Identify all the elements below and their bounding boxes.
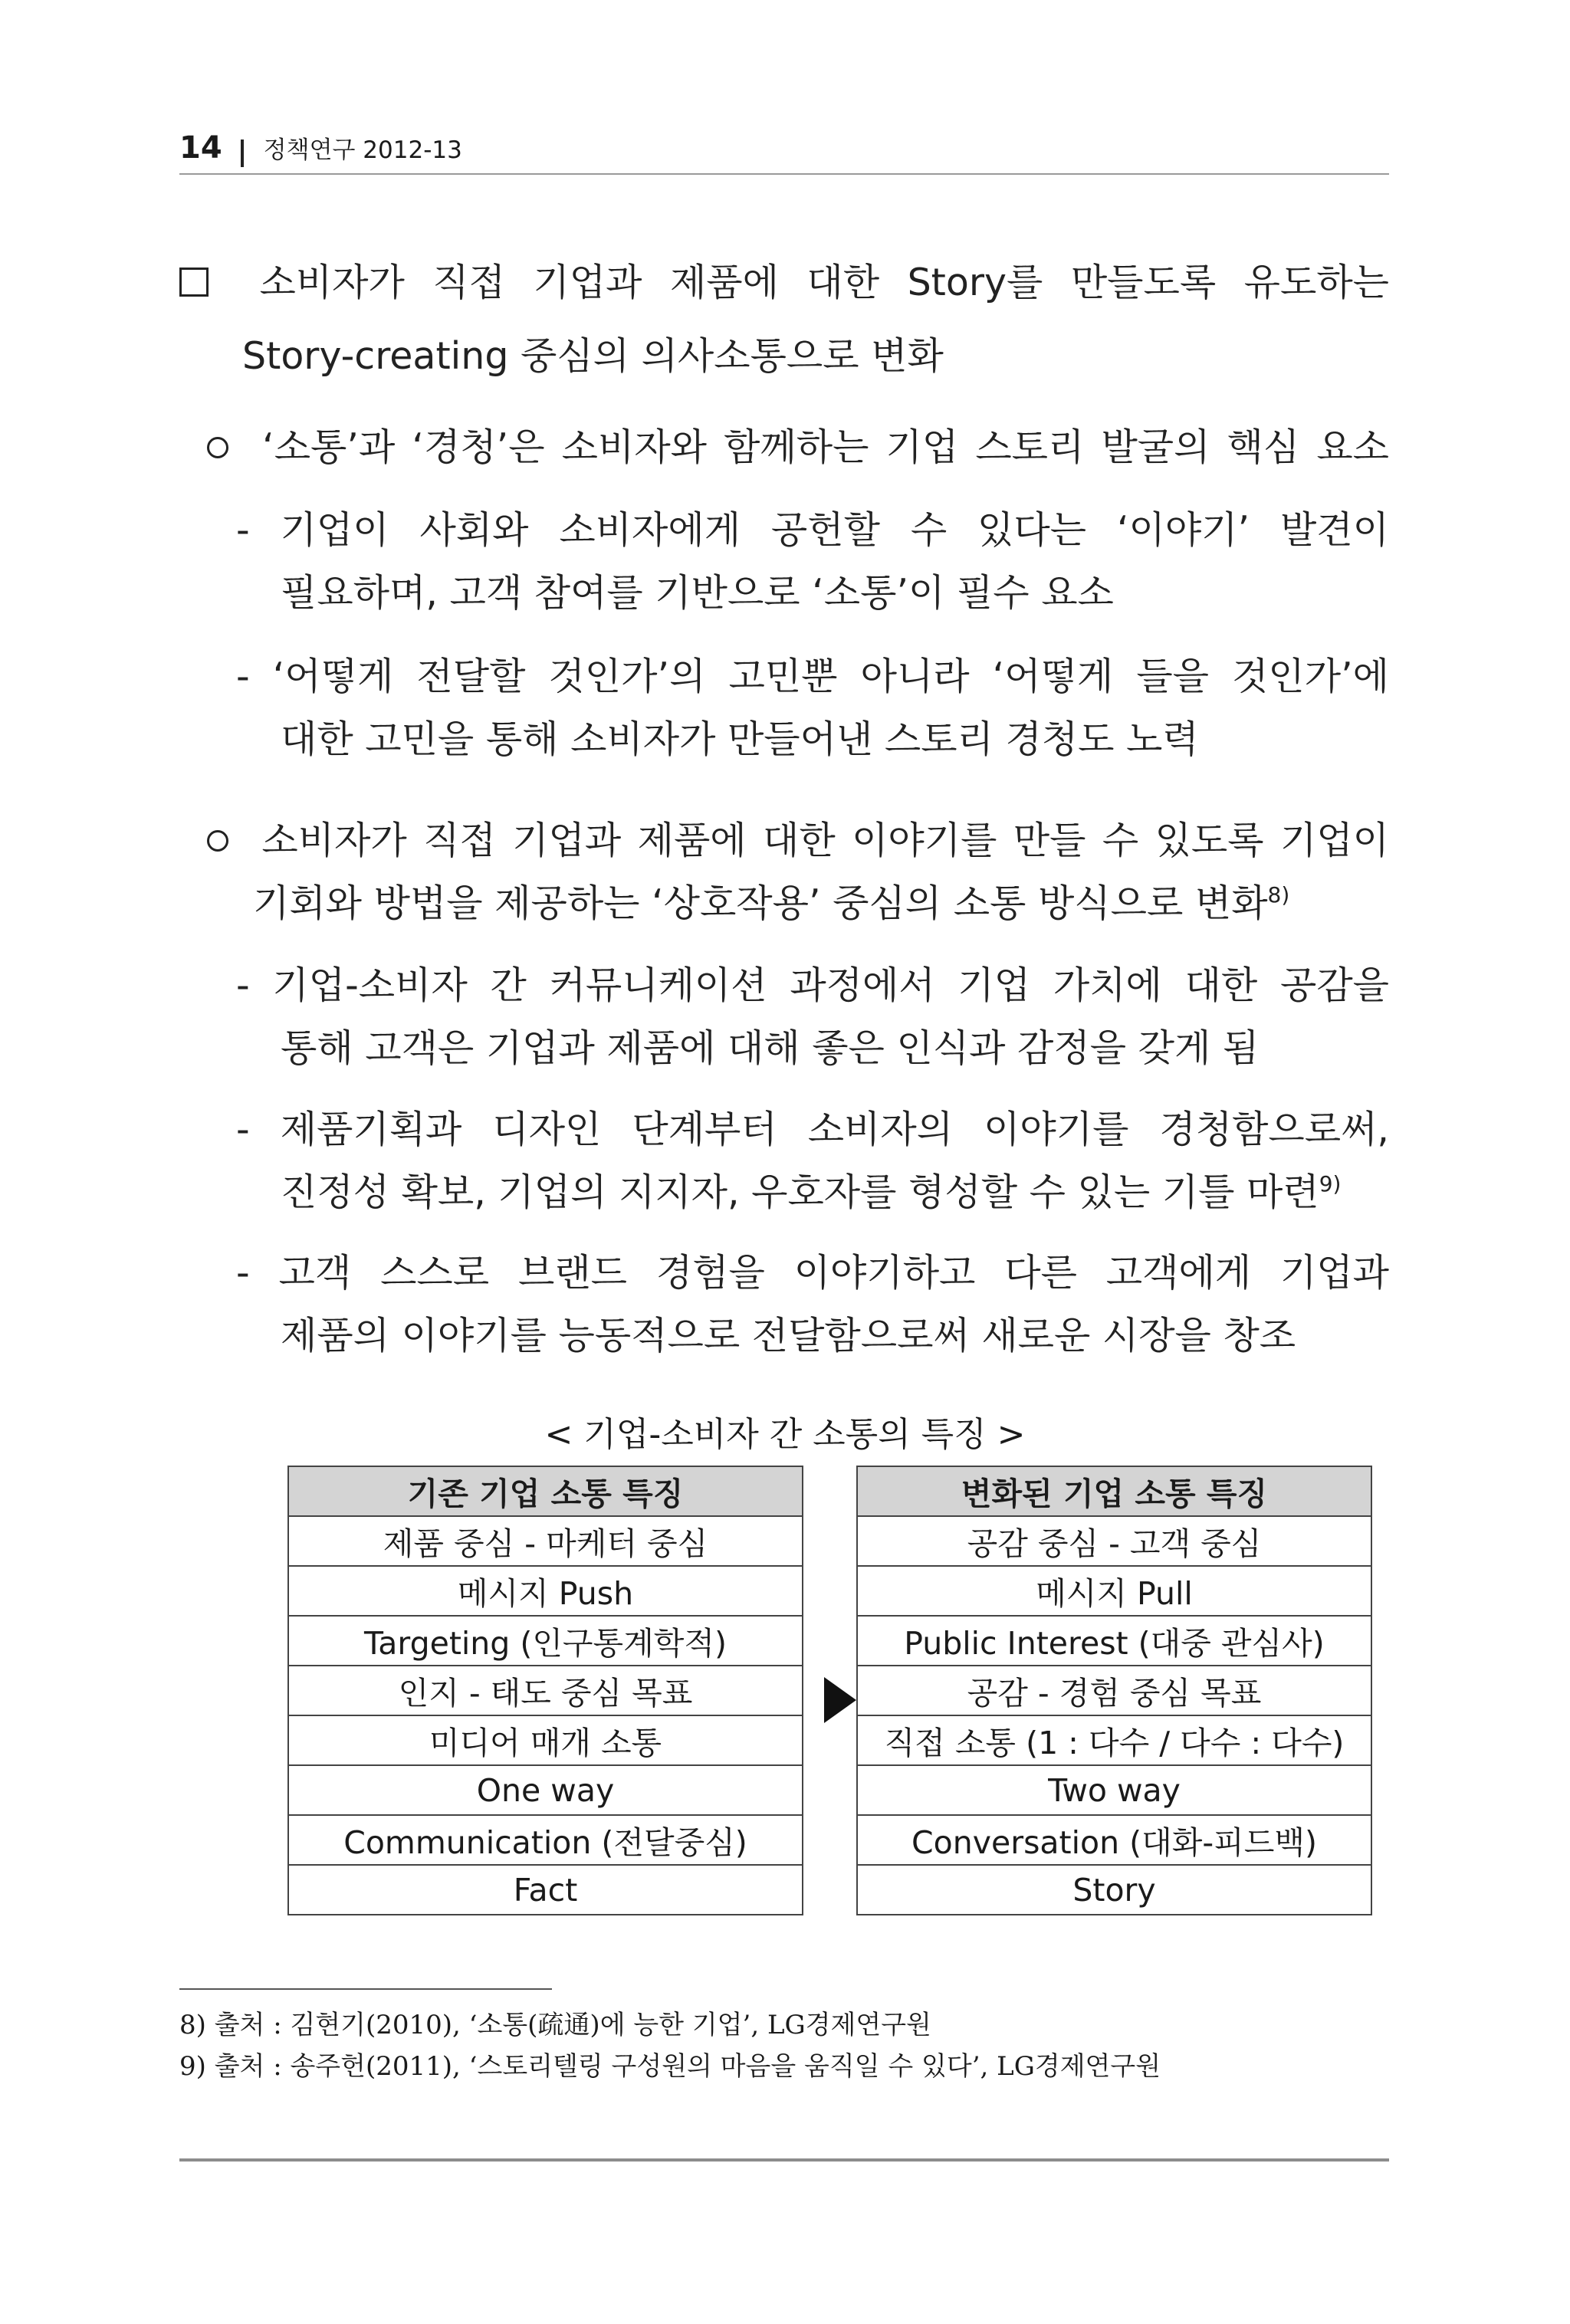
table-header: 변화된 기업 소통 특징 [857, 1466, 1371, 1516]
table-cell: Targeting (인구통계학적) [288, 1616, 803, 1666]
circle-bullet-icon [207, 437, 228, 458]
section-2-item-3-line-2: 제품의 이야기를 능동적으로 전달함으로써 새로운 시장을 창조 [281, 1314, 1296, 1357]
table-cell: 미디어 매개 소통 [288, 1715, 803, 1765]
table-cell: Public Interest (대중 관심사) [857, 1616, 1371, 1666]
page-number: 14 [179, 130, 222, 166]
page-header [179, 130, 462, 176]
table-cell: 메시지 Pull [857, 1566, 1371, 1616]
table-cell: 인지 - 태도 중심 목표 [288, 1666, 803, 1715]
arrow-right-icon [824, 1677, 856, 1723]
footnote-8: 8) 출처 : 김현기(2010), ‘소통(疏通)에 능한 기업’, LG경제연구원 [179, 2010, 931, 2040]
table-cell: Communication (전달중심) [288, 1815, 803, 1865]
footnote-rule [179, 1988, 552, 1990]
section-1-item-2-line-1: - ‘어떻게 전달할 것인가’의 고민뿐 아니라 ‘어떻게 들을 것인가’에 [236, 655, 1389, 698]
heading-line-2: Story-creating 중심의 의사소통으로 변화 [242, 334, 944, 378]
square-bullet-icon [179, 268, 209, 297]
header-rule [179, 173, 1389, 175]
section-1-title: ‘소통’과 ‘경청’은 소비자와 함께하는 기업 스토리 발굴의 핵심 요소 [207, 418, 1389, 471]
section-1-item-1-line-1: - 기업이 사회와 소비자에게 공헌할 수 있다는 ‘이야기’ 발견이 [236, 508, 1389, 552]
table-cell: 공감 중심 - 고객 중심 [857, 1516, 1371, 1566]
footnote-ref-8[interactable]: 8) [1267, 882, 1290, 908]
header-separator [241, 140, 244, 167]
section-2-item-2-line-2: 진정성 확보, 기업의 지지자, 우호자를 형성할 수 있는 기틀 마련$^{9)}$ [281, 1170, 1342, 1214]
bottom-rule [179, 2158, 1389, 2162]
section-2-item-3-line-1: - 고객 스스로 브랜드 경험을 이야기하고 다른 고객에게 기업과 [236, 1251, 1389, 1295]
circle-bullet-icon [207, 830, 228, 852]
table-cell: Two way [857, 1765, 1371, 1815]
existing-communication-table [287, 1466, 803, 1915]
section-2-item-1-line-1: - 기업-소비자 간 커뮤니케이션 과정에서 기업 가치에 대한 공감을 [236, 963, 1389, 1007]
section-1-item-2-line-2: 대한 고민을 통해 소비자가 만들어낸 스토리 경청도 노력 [281, 717, 1199, 761]
table-cell: 메시지 Push [288, 1566, 803, 1616]
table-cell: 제품 중심 - 마케터 중심 [288, 1516, 803, 1566]
footnote-9: 9) 출처 : 송주헌(2011), ‘스토리텔링 구성원의 마음을 움직일 수 있다’, LG경제연구원 [179, 2051, 1161, 2082]
heading-line-1: 소비자가 직접 기업과 제품에 대한 Story를 만들도록 유도하는 [179, 253, 1389, 307]
section-2-title-line-2: 기회와 방법을 제공하는 ‘상호작용’ 중심의 소통 방식으로 변화$^{8)}$ [253, 881, 1290, 925]
section-2-item-2-line-1: - 제품기획과 디자인 단계부터 소비자의 이야기를 경청함으로써, [236, 1108, 1389, 1151]
table-header: 기존 기업 소통 특징 [288, 1466, 803, 1516]
table-cell: 공감 - 경험 중심 목표 [857, 1666, 1371, 1715]
table-cell: Story [857, 1865, 1371, 1915]
table-cell: Conversation (대화-피드백) [857, 1815, 1371, 1865]
footnote-ref-9[interactable]: 9) [1319, 1171, 1342, 1196]
table-cell: One way [288, 1765, 803, 1815]
table-cell: Fact [288, 1865, 803, 1915]
section-2-title-line-1: 소비자가 직접 기업과 제품에 대한 이야기를 만들 수 있도록 기업이 [207, 811, 1389, 865]
changed-communication-table [856, 1466, 1372, 1915]
section-2-item-1-line-2: 통해 고객은 기업과 제품에 대해 좋은 인식과 감정을 갖게 됨 [281, 1026, 1260, 1070]
table-cell: 직접 소통 (1 : 다수 / 다수 : 다수) [857, 1715, 1371, 1765]
table-title: < 기업-소비자 간 소통의 특징 > [544, 1415, 1026, 1454]
section-1-item-1-line-2: 필요하며, 고객 참여를 기반으로 ‘소통’이 필수 요소 [281, 571, 1114, 615]
series-title: 정책연구 2012-13 [263, 136, 462, 164]
